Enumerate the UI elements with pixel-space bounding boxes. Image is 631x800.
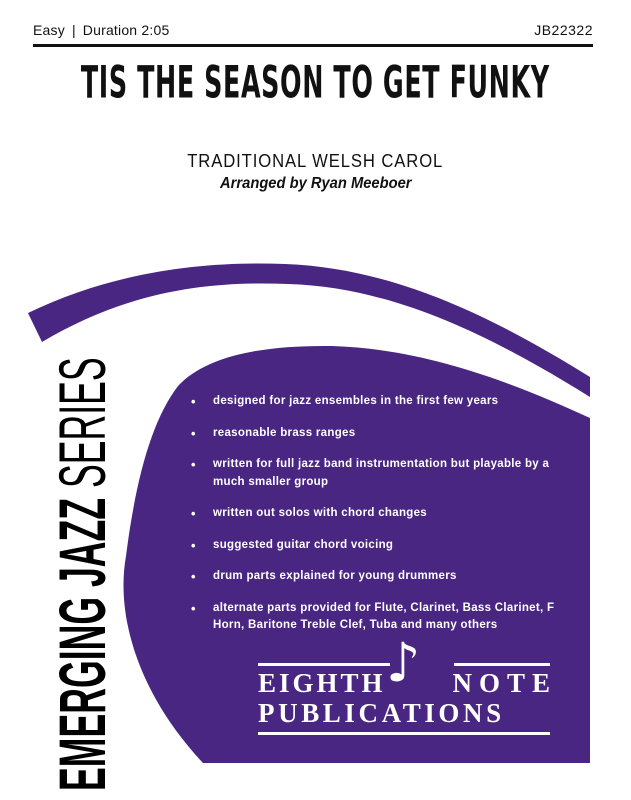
bullet-icon: •	[191, 457, 196, 472]
list-item: • written out solos with chord changes	[188, 505, 560, 523]
bullet-icon: •	[191, 506, 196, 521]
series-name: EMERGING JAZZ	[45, 497, 119, 791]
publisher-logo	[258, 631, 557, 735]
subtitle: TRADITIONAL WELSH CAROL	[187, 150, 444, 171]
series-banner	[45, 344, 119, 791]
list-item: • suggested guitar chord voicing	[188, 537, 560, 555]
bullet-icon: •	[191, 600, 196, 616]
publisher-word-note: NOTE	[452, 668, 557, 698]
eighth-note-icon: ♪	[386, 631, 421, 694]
list-item: • designed for jazz ensembles in the first few years	[188, 393, 560, 411]
bullet-icon: •	[191, 569, 196, 584]
bullet-icon: •	[191, 537, 196, 553]
difficulty-label: Easy	[33, 22, 65, 38]
series-word: SERIES	[45, 357, 119, 489]
duration-label: Duration 2:05	[82, 22, 170, 38]
list-item: • alternate parts provided for Flute, Clarinet, Bass Clarinet, F Horn, Baritone Treble Clef, Tuba and many others	[188, 600, 560, 635]
logo-bottom-rule	[258, 732, 550, 735]
bullet-icon: •	[191, 394, 196, 409]
publisher-word-publications: PUBLICATIONS	[258, 698, 505, 728]
list-item: • written for full jazz band instrumentation but playable by a much smaller group	[188, 456, 560, 491]
publisher-word-eighth: EIGHTH	[258, 668, 386, 698]
bullet-icon: •	[191, 425, 196, 441]
catalog-number: JB22322	[534, 22, 593, 38]
series-banner-text	[45, 357, 119, 791]
list-item: • reasonable brass ranges	[188, 425, 560, 443]
page-title: TIS THE SEASON TO GET FUNKY	[81, 57, 550, 109]
feature-list	[188, 393, 560, 635]
arranger-credit: Arranged by Ryan Meeboer	[219, 175, 412, 192]
list-item: • drum parts explained for young drummers	[188, 568, 560, 586]
header-separator: |	[71, 22, 76, 38]
